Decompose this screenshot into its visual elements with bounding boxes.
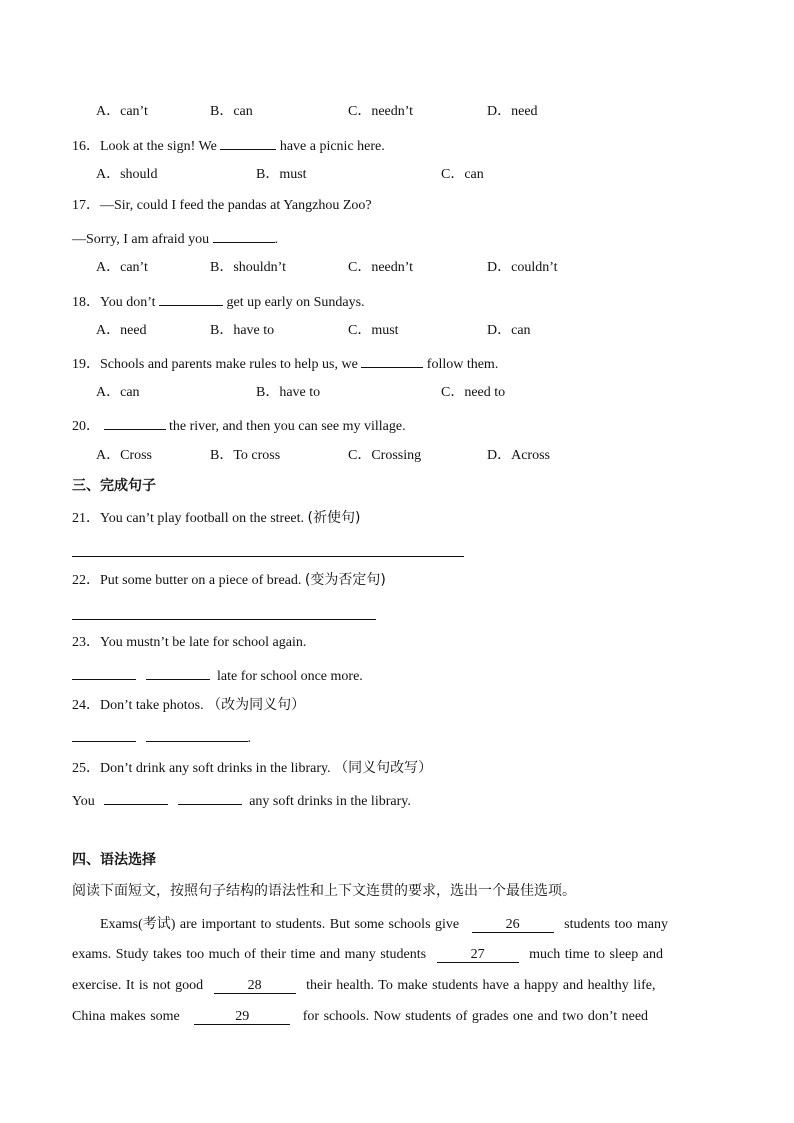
question-text: Look at the sign! We — [100, 139, 217, 154]
question-text: Don’t drink any soft drinks in the library. — [100, 761, 335, 776]
question-number: 19． — [72, 357, 100, 372]
question-number: 17． — [72, 198, 100, 213]
question-25-answer — [72, 790, 411, 811]
question-number: 18． — [72, 295, 100, 310]
answer-tail: any soft drinks in the library. — [249, 794, 411, 809]
answer-blank[interactable] — [72, 727, 136, 742]
answer-tail: late for school once more. — [217, 669, 363, 684]
question-23 — [72, 634, 306, 652]
answer-line[interactable] — [72, 618, 376, 620]
question-25 — [72, 759, 432, 778]
question-17 — [72, 197, 372, 215]
question-24 — [72, 696, 305, 715]
passage-text: exercise. It is not good — [72, 978, 204, 993]
answer-head: You — [72, 794, 95, 809]
question-number: 25． — [72, 761, 100, 776]
passage-text: China makes some — [72, 1009, 180, 1024]
question-text: the river, and then you can see my village. — [169, 419, 406, 434]
question-22 — [72, 571, 386, 590]
question-19 — [72, 353, 498, 374]
q16-option-b: B．must — [256, 167, 307, 182]
question-text: You can’t play football on the street. — [100, 511, 308, 526]
q18-option-d: D．can — [487, 323, 531, 338]
q15-option-c: C．needn’t — [348, 104, 414, 119]
question-text: have a picnic here. — [279, 139, 385, 154]
passage-line-3 — [72, 977, 722, 995]
question-number: 20． — [72, 419, 100, 434]
question-text: Put some butter on a piece of bread. — [100, 573, 305, 588]
question-note: （同义句改写） — [334, 760, 433, 776]
q20-option-b: B．To cross — [210, 448, 281, 463]
question-note: (祈使句) — [307, 510, 361, 526]
q19-option-c: C．need to — [441, 385, 506, 400]
q15-option-a: A．can’t — [96, 104, 148, 119]
passage-line-2 — [72, 946, 722, 964]
passage-text: much time to sleep and — [529, 947, 663, 962]
passage-line-1 — [72, 915, 722, 934]
question-16 — [72, 135, 385, 156]
section-3-title: 三、完成句子 — [72, 478, 156, 494]
passage-line-4 — [72, 1008, 722, 1026]
passage-text: students too many — [564, 917, 669, 932]
question-number: 23． — [72, 635, 100, 650]
q17-option-d: D．couldn’t — [487, 260, 558, 275]
question-number: 22． — [72, 573, 100, 588]
blank-27[interactable]: 27 — [437, 948, 519, 963]
q20-option-c: C．Crossing — [348, 448, 422, 463]
blank-29[interactable]: 29 — [194, 1010, 290, 1025]
question-18 — [72, 291, 365, 312]
answer-blank[interactable] — [361, 353, 423, 368]
q19-option-a: A．can — [96, 385, 140, 400]
period: . — [247, 731, 251, 746]
passage-text: exams. Study takes too much of their time and many students — [72, 947, 427, 962]
question-text: —Sir, could I feed the pandas at Yangzhou Zoo? — [100, 198, 372, 213]
q20-option-d: D．Across — [487, 448, 550, 463]
question-number: 24． — [72, 698, 100, 713]
question-number: 21． — [72, 511, 100, 526]
answer-blank[interactable] — [146, 727, 248, 742]
question-text: —Sorry, I am afraid you — [72, 232, 210, 247]
question-text: You don’t — [100, 295, 156, 310]
question-text: You mustn’t be late for school again. — [100, 635, 307, 650]
q20-option-a: A．Cross — [96, 448, 153, 463]
q19-option-b: B．have to — [256, 385, 321, 400]
question-21 — [72, 509, 360, 528]
question-text: Schools and parents make rules to help us, we — [100, 357, 358, 372]
question-number: 16． — [72, 139, 100, 154]
q17-option-a: A．can’t — [96, 260, 148, 275]
question-note: （改为同义句） — [207, 697, 306, 713]
answer-blank[interactable] — [220, 135, 276, 150]
question-23-answer — [72, 665, 363, 686]
answer-blank[interactable] — [72, 665, 136, 680]
question-20 — [72, 415, 406, 436]
blank-28[interactable]: 28 — [214, 979, 296, 994]
section-4-title: 四、语法选择 — [72, 852, 156, 868]
question-text: Don’t take photos. — [100, 698, 208, 713]
answer-blank[interactable] — [213, 228, 275, 243]
answer-blank[interactable] — [104, 790, 168, 805]
passage-text: ) are important to students. But some schools give — [170, 917, 460, 932]
q17-option-c: C．needn’t — [348, 260, 414, 275]
question-24-answer — [72, 727, 251, 748]
q15-option-d: D．need — [487, 104, 538, 119]
question-note: (变为否定句) — [304, 572, 386, 588]
answer-blank[interactable] — [104, 415, 166, 430]
question-text: get up early on Sundays. — [226, 295, 365, 310]
passage-text: 考试 — [142, 916, 171, 932]
question-17-reply — [72, 228, 278, 249]
q15-option-b: B．can — [210, 104, 253, 119]
answer-blank[interactable] — [178, 790, 242, 805]
q16-option-c: C．can — [441, 167, 484, 182]
answer-line[interactable] — [72, 555, 464, 557]
q18-option-b: B．have to — [210, 323, 275, 338]
answer-blank[interactable] — [159, 291, 223, 306]
passage-text: Exams( — [100, 917, 143, 932]
question-text: follow them. — [426, 357, 499, 372]
answer-blank[interactable] — [146, 665, 210, 680]
q18-option-a: A．need — [96, 323, 147, 338]
q16-option-a: A．should — [96, 167, 158, 182]
passage-text: their health. To make students have a happy and healthy life, — [306, 978, 656, 993]
q18-option-c: C．must — [348, 323, 399, 338]
passage-text: for schools. Now students of grades one and two don’t need — [302, 1009, 649, 1024]
blank-26[interactable]: 26 — [472, 918, 554, 933]
q17-option-b: B．shouldn’t — [210, 260, 286, 275]
section-4-instruction: 阅读下面短文，按照句子结构的语法性和上下文连贯的要求，选出一个最佳选项。 — [72, 883, 576, 899]
period: . — [274, 232, 279, 247]
